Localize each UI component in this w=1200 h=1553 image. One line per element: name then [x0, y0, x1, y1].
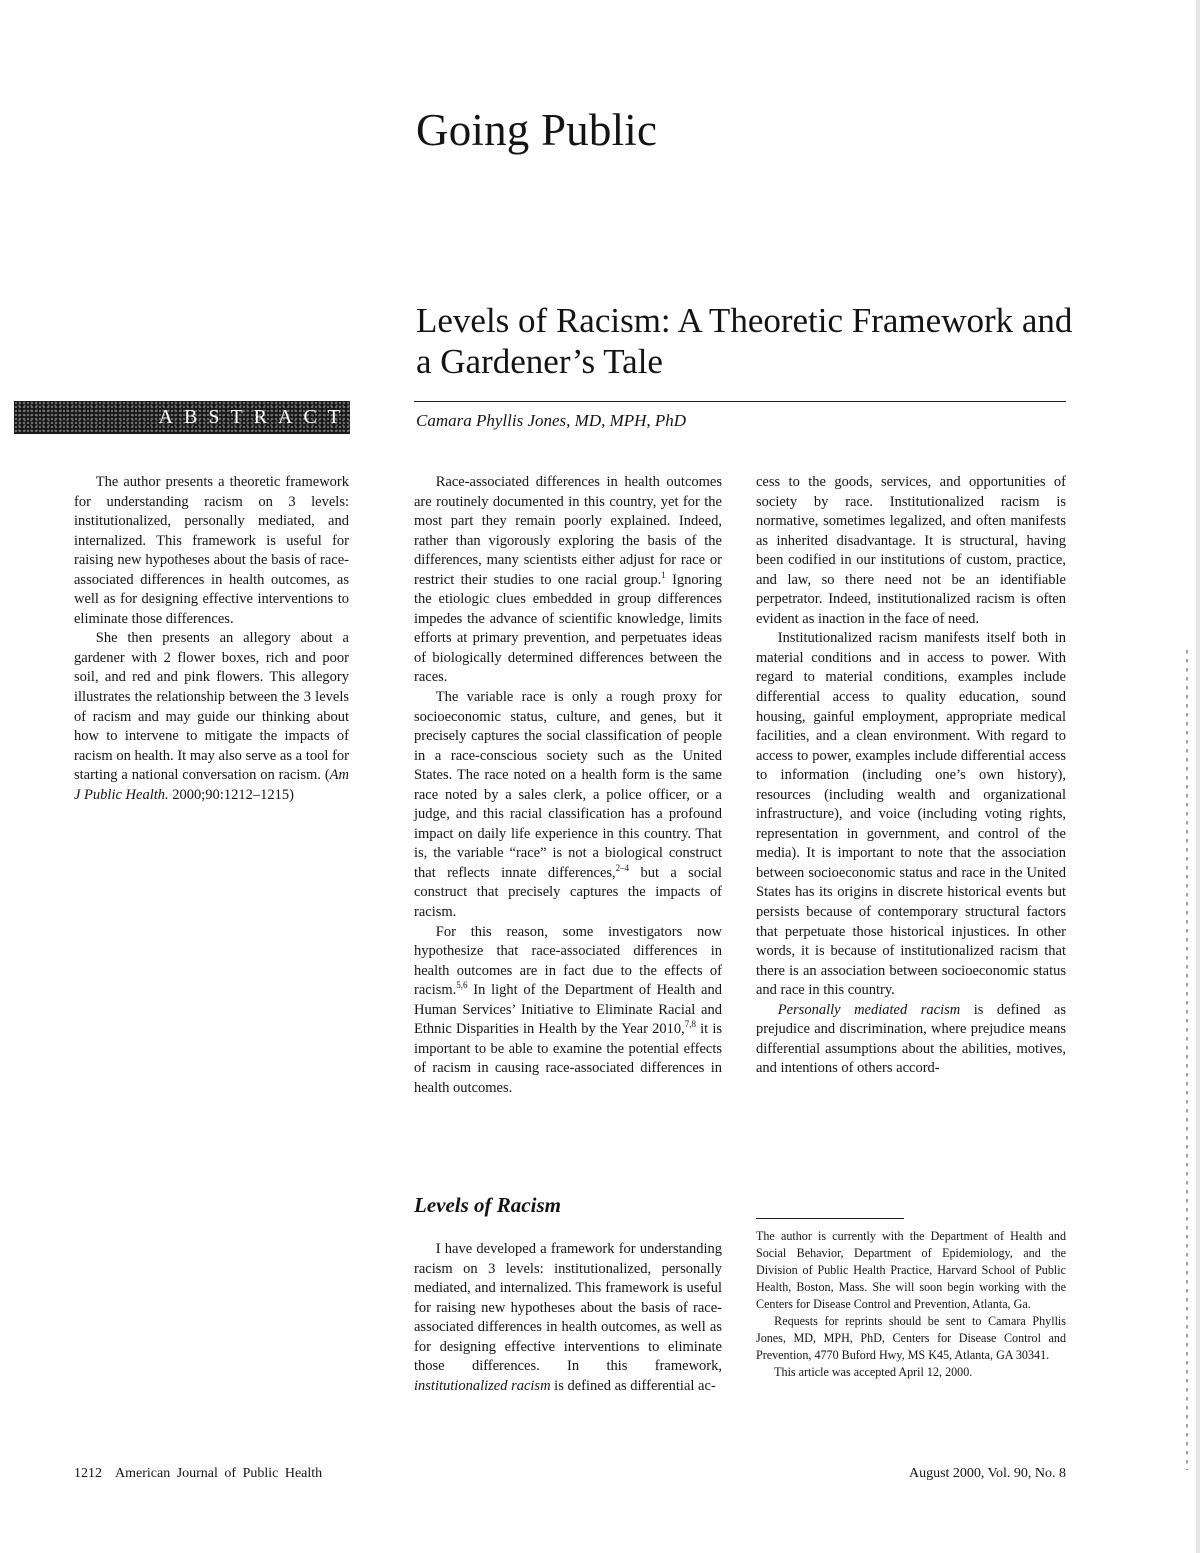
body-paragraph-2-text: The variable race is only a rough proxy for socioeconomic status, culture, and genes, but it precisely captures the social classification of people in a race-conscious society such as the United States. The race noted on a health form is the same race noted by a sales clerk, a police officer, or a judge, and this racial classification has a profound impact on daily life experience in this country. That is, the variable “race” is not a biological construct that reflects innate differences, — [414, 689, 722, 881]
title-rule — [414, 401, 1066, 402]
body-paragraph-2 — [414, 688, 722, 923]
reference-marker: 2–4 — [615, 863, 630, 874]
author-byline: Camara Phyllis Jones, MD, MPH, PhD — [416, 411, 687, 430]
body-paragraph-4-continued-body: cess to the goods, services, and opportunities of society by race. Institutionalized racism is normative, sometimes legalized, and often manifests as inherited disadvantage. It is structural, having been codified in our institutions of custom, practice, and law, so there need not be an identifiable perpetrator. Indeed, institutionalized racism is often evident as inaction in the face of need. — [756, 474, 1066, 627]
page-number: 1212 — [74, 1466, 102, 1481]
section-title: Going Public — [416, 105, 658, 155]
abstract-paragraph-2-text: She then presents an allegory about a gardener with 2 flower boxes, rich and poor soil, and red and pink flowers. This allegory illustrates the relationship between the 3 levels of racism and may guide our thinking about how to intervene to mitigate the impacts of racism on health. It may also serve as a tool for starting a national conversation on racism. ( — [74, 630, 349, 784]
body-paragraph-4-text: I have developed a framework for understanding racism on 3 levels: institutionalized, personally mediated, and internalized. This framework is useful for raising new hypotheses about the basis of race-associated differences in health outcomes, as well as for designing effective interventions to eliminate those differences. In this framework, — [414, 1241, 722, 1375]
reference-marker: 1 — [661, 569, 666, 580]
abstract-text — [74, 473, 349, 805]
footnote-reprints: Requests for reprints should be sent to Camara Phyllis Jones, MD, MPH, PhD, Centers for Disease Control and Prevention, 4770 Buford Hwy, MS K45, Atlanta, GA 30341. — [756, 1314, 1066, 1362]
article-title: Levels of Racism: A Theoretic Framework and a Gardener’s Tale — [416, 301, 1073, 381]
reference-marker: 7,8 — [684, 1019, 696, 1030]
footnote-affiliation: The author is currently with the Department of Health and Social Behavior, Department of Epidemiology, and the Division of Public Health Practice, Harvard School of Public Health, Boston, Mass. She will soon begin working with the Centers for Disease Control and Prevention, Atlanta, Ga. — [756, 1229, 1066, 1311]
section-heading-levels-of-racism: Levels of Racism — [414, 1193, 561, 1217]
term-personally-mediated-racism: Personally mediated racism — [777, 1001, 961, 1018]
body-paragraph-3-text-cont: In light of the Department of Health and Human Services’ Initiative to Eliminate Racial and Ethnic Disparities in Health by the Year 2010, — [414, 982, 722, 1038]
body-paragraph-3-text-end: it is important to be able to examine the potential effects of racism in causing race-associated differences in health outcomes. — [414, 1021, 723, 1096]
body-paragraph-3 — [414, 923, 722, 1099]
footnotes — [756, 1228, 1066, 1381]
abstract-label: ABSTRACT — [158, 406, 351, 428]
abstract-banner — [14, 401, 350, 434]
body-paragraph-5: Institutionalized racism manifests itself both in material conditions and in access to power. With regard to material conditions, examples include differential access to quality education, sound housing, gainful employment, appropriate medical facilities, and a clean environment. With regard to access to power, examples include differential access to information (including one’s own history), resources (including wealth and organizational infrastructure), and voice (including voting rights, representation in government, and control of the media). It is important to note that the association between socioeconomic status and race in the United States has its origins in discrete historical events but persists because of contemporary structural factors that perpetuate those historical injustices. In other words, it is because of institutionalized racism that there is an association between socioeconomic status and race in this country. — [756, 630, 1066, 999]
body-paragraph-2-text-cont: but a social construct that precisely captures the impacts of racism. — [414, 864, 722, 921]
body-paragraph-6 — [756, 1001, 1066, 1079]
abstract-paragraph-2 — [74, 629, 349, 805]
body-paragraph-4-continued-text: is defined as differential ac- — [554, 1377, 716, 1394]
body-paragraph-1 — [414, 473, 722, 688]
abstract-paragraph-1: The author presents a theoretic framework for understanding racism on 3 levels: institutionalized, personally mediated, and internalized. This framework is useful for raising new hypotheses about the basis of race-associated differences in health outcomes, as well as for designing effective interventions to eliminate those differences. — [74, 474, 349, 627]
footnote-accepted: This article was accepted April 12, 2000. — [774, 1365, 973, 1379]
journal-name: American Journal of Public Health — [115, 1466, 323, 1481]
body-paragraph-1-text-cont: Ignoring the etiologic clues embedded in group differences impedes the advance of scientific knowledge, limits efforts at primary prevention, and perpetuates ideas of biologically determined differences between the races. — [414, 571, 723, 686]
term-institutionalized-racism: institutionalized racism — [414, 1377, 551, 1394]
reference-marker: 5,6 — [456, 980, 468, 991]
body-paragraph-4-continued — [756, 473, 1066, 629]
journal-citation-details: 2000;90:1212–1215) — [168, 786, 294, 803]
scan-edge — [1196, 0, 1200, 1553]
footer-issue: August 2000, Vol. 90, No. 8 — [908, 1466, 1066, 1481]
footnote-rule — [756, 1218, 904, 1219]
body-paragraph-4 — [414, 1240, 722, 1396]
body-column-middle-lower — [414, 1240, 722, 1396]
body-column-right — [756, 473, 1066, 1079]
journal-citation-name: Am J Public Health. — [74, 767, 349, 803]
footer-left — [74, 1466, 322, 1482]
scan-margin-artifact — [1186, 650, 1188, 1470]
body-paragraph-1-text: Race-associated differences in health outcomes are routinely documented in this country, yet for the most part they remain poorly explained. Indeed, rather than vigorously exploring the basis of the differences, many scientists either adjust for race or restrict their studies to one racial group. — [414, 474, 722, 588]
body-column-middle — [414, 473, 722, 1099]
body-paragraph-6-text: is defined as prejudice and discrimination, where prejudice means differential assumptions about the abilities, motives, and intentions of others accord- — [756, 1001, 1066, 1077]
body-paragraph-3-text: For this reason, some investigators now hypothesize that race-associated differences in health outcomes are in fact due to the effects of racism. — [414, 923, 722, 999]
